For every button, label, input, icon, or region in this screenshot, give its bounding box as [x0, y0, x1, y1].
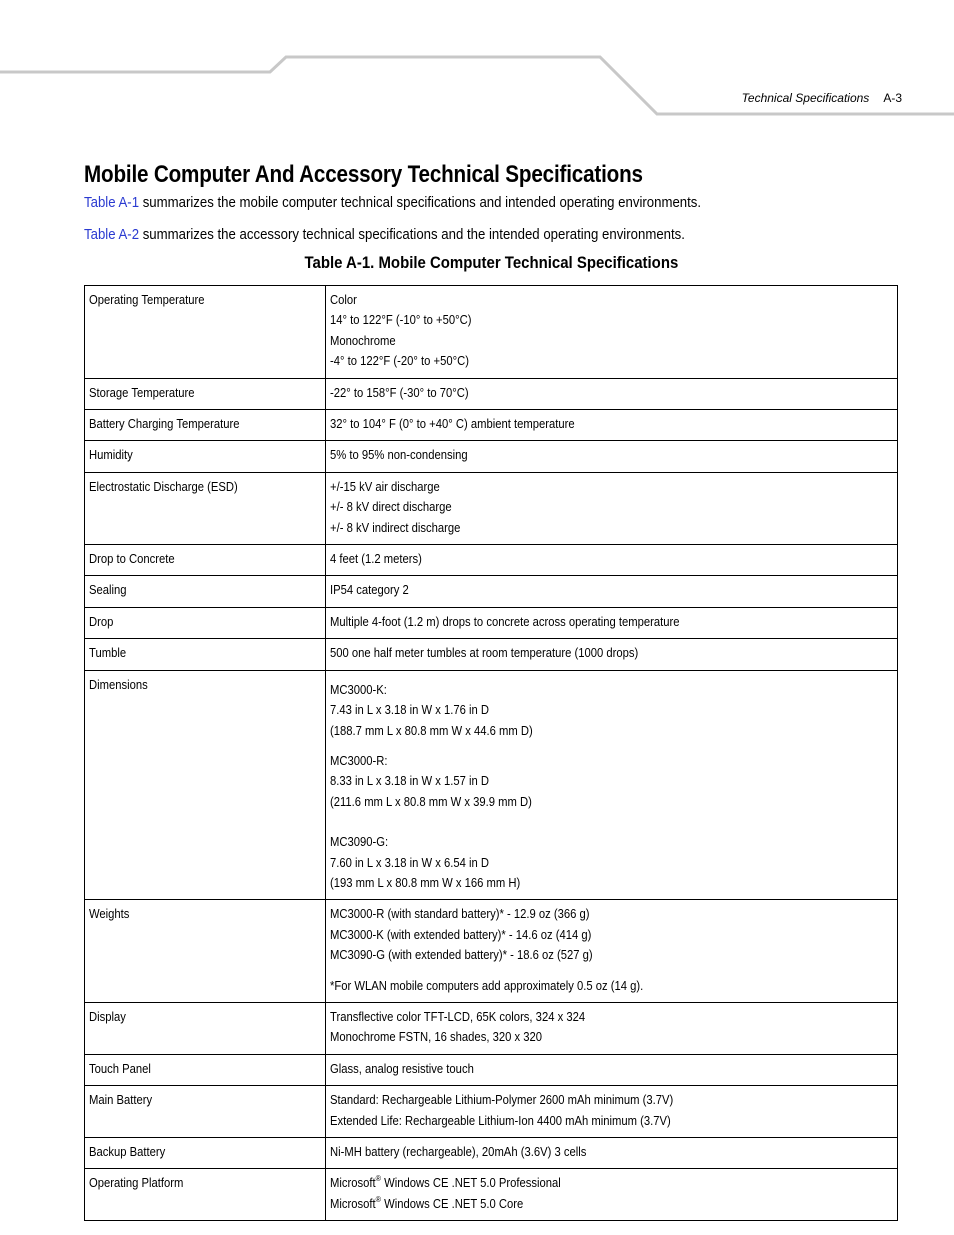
spec-label: Main Battery — [85, 1086, 326, 1138]
spec-value: Ni-MH battery (rechargeable), 20mAh (3.6V) 3 cells — [326, 1138, 898, 1169]
table-row — [85, 410, 898, 441]
spec-label: Weights — [85, 900, 326, 1003]
table-title: Table A-1. Mobile Computer Technical Specifications — [304, 253, 678, 272]
spec-value: +/-15 kV air discharge +/- 8 kV direct discharge +/- 8 kV indirect discharge — [326, 472, 898, 544]
table-row — [85, 1054, 898, 1085]
spec-label: Dimensions — [85, 670, 326, 900]
table-row — [85, 1138, 898, 1169]
table-a2-link[interactable]: Table A-2 — [84, 226, 140, 243]
spec-label: Drop — [85, 607, 326, 638]
table-row — [85, 286, 898, 379]
table-row — [85, 1169, 898, 1221]
table-row — [85, 441, 898, 472]
running-header-title: Technical Specifications — [741, 91, 870, 105]
spec-label: Sealing — [85, 576, 326, 607]
spec-label: Battery Charging Temperature — [85, 410, 326, 441]
table-row — [85, 545, 898, 576]
spec-label: Operating Platform — [85, 1169, 326, 1221]
spec-value: MC3000-K: 7.43 in L x 3.18 in W x 1.76 in D (188.7 mm L x 80.8 mm W x 44.6 mm D) MC3000-R: 8.33 in L x 3.18 in W x 1.57 in D (211.6 mm L x 80.8 mm W x 39.9 mm D) MC3090-G: 7.60 in L x 3.18 in W x 6.54 in D (193 mm L x 80.8 mm W x 166 mm H) — [326, 670, 898, 900]
intro-paragraph-2 — [84, 226, 685, 243]
spec-value: MC3000-R (with standard battery)* - 12.9 oz (366 g) MC3000-K (with extended battery)* - 14.6 oz (414 g) MC3090-G (with extended battery)* - 18.6 oz (527 g) *For WLAN mobile computers add approximately 0.5 oz (14 g). — [326, 900, 898, 1003]
spec-value: 32° to 104° F (0° to +40° C) ambient temperature — [326, 410, 898, 441]
spec-label: Storage Temperature — [85, 378, 326, 409]
spec-label: Touch Panel — [85, 1054, 326, 1085]
table-row — [85, 670, 898, 900]
table-row — [85, 472, 898, 544]
spec-table — [84, 285, 898, 1221]
spec-value: 5% to 95% non-condensing — [326, 441, 898, 472]
spec-value: 4 feet (1.2 meters) — [326, 545, 898, 576]
table-row — [85, 576, 898, 607]
spec-label: Operating Temperature — [85, 286, 326, 379]
spec-value: Glass, analog resistive touch — [326, 1054, 898, 1085]
spec-value: 500 one half meter tumbles at room temperature (1000 drops) — [326, 639, 898, 670]
spec-value: -22° to 158°F (-30° to 70°C) — [326, 378, 898, 409]
table-row — [85, 1086, 898, 1138]
spec-label: Drop to Concrete — [85, 545, 326, 576]
spec-value: Multiple 4-foot (1.2 m) drops to concrete across operating temperature — [326, 607, 898, 638]
table-row — [85, 900, 898, 1003]
spec-value: Microsoft® Windows CE .NET 5.0 Professional Microsoft® Windows CE .NET 5.0 Core — [326, 1169, 898, 1221]
spec-value: IP54 category 2 — [326, 576, 898, 607]
spec-label: Humidity — [85, 441, 326, 472]
intro-paragraph-1-text: summarizes the mobile computer technical specifications and intended operating environments. — [139, 194, 702, 211]
spec-label: Electrostatic Discharge (ESD) — [85, 472, 326, 544]
table-row — [85, 1002, 898, 1054]
intro-paragraph-1 — [84, 194, 701, 211]
table-row — [85, 607, 898, 638]
registered-mark: ® — [375, 1194, 381, 1204]
spec-value: Transflective color TFT-LCD, 65K colors, 324 x 324 Monochrome FSTN, 16 shades, 320 x 320 — [326, 1002, 898, 1054]
table-a1-link[interactable]: Table A-1 — [84, 194, 140, 211]
intro-paragraph-2-text: summarizes the accessory technical specifications and the intended operating environments. — [139, 226, 685, 243]
spec-label: Backup Battery — [85, 1138, 326, 1169]
spec-label: Tumble — [85, 639, 326, 670]
table-row — [85, 639, 898, 670]
section-heading: Mobile Computer And Accessory Technical Specifications — [84, 161, 643, 188]
page-number: A-3 — [883, 91, 902, 105]
table-row — [85, 378, 898, 409]
registered-mark: ® — [375, 1174, 381, 1184]
spec-value: Color 14° to 122°F (-10° to +50°C) Monochrome -4° to 122°F (-20° to +50°C) — [326, 286, 898, 379]
spec-label: Display — [85, 1002, 326, 1054]
spec-value: Standard: Rechargeable Lithium-Polymer 2600 mAh minimum (3.7V) Extended Life: Rechargeable Lithium-Ion 4400 mAh minimum (3.7V) — [326, 1086, 898, 1138]
running-header — [742, 91, 902, 105]
